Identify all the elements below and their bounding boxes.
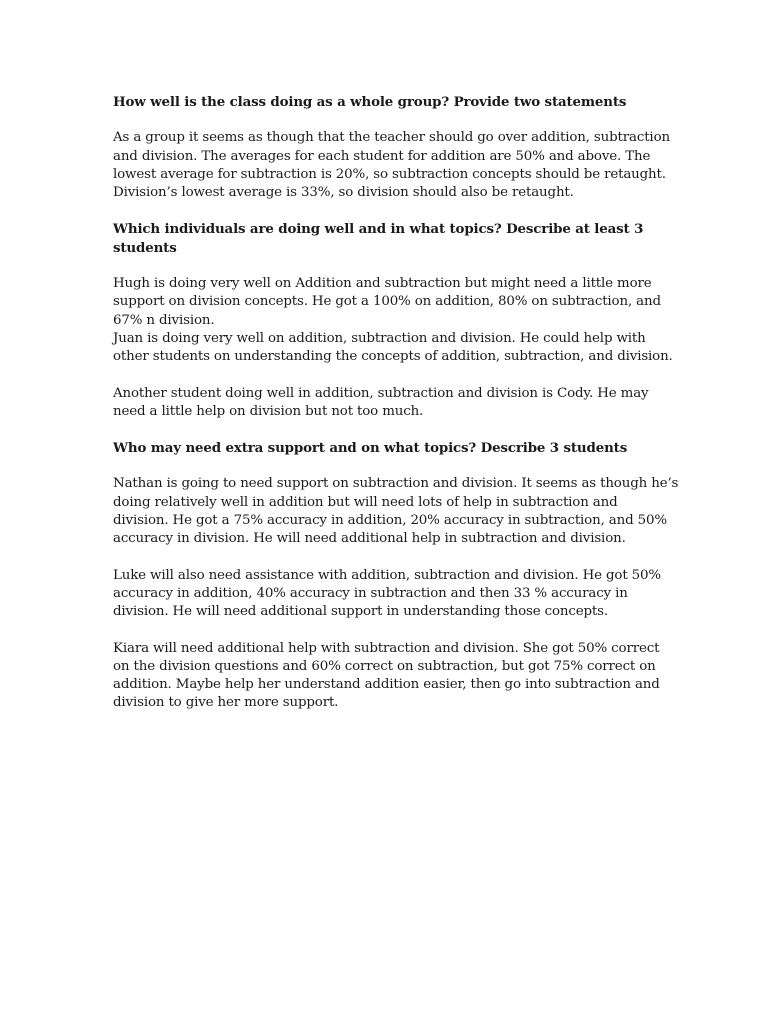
document-page [113,93,679,713]
text-line: As a group it seems as though that the teacher should go over addition, subtraction [113,130,670,146]
question-1-heading [113,93,663,111]
text-line: division. He will need additional support in understanding those concepts. [113,604,608,620]
question-2-answer-cody [113,385,663,422]
question-2-heading [113,220,663,257]
heading-line: students [113,239,177,256]
text-line: doing relatively well in addition but will need lots of help in subtraction and [113,494,618,510]
text-line: division. He got a 75% accuracy in addition, 20% accuracy in subtraction, and 50% [113,513,667,529]
text-line: Kiara will need additional help with subtraction and division. She got 50% correct [113,640,660,656]
question-3-heading [113,439,663,457]
question-3-answer-nathan [113,475,679,548]
text-line: division to give her more support. [113,695,339,711]
heading-line: How well is the class doing as a whole group? Provide two statements [113,94,627,110]
text-line: Luke will also need assistance with addition, subtraction and division. He got 50% [113,567,661,583]
text-line: Nathan is going to need support on subtraction and division. It seems as though he’s [113,476,679,492]
text-line: accuracy in division. He will need additional help in subtraction and division. [113,531,626,547]
text-line: other students on understanding the concepts of addition, subtraction, and division. [113,349,673,365]
heading-line: Who may need extra support and on what topics? Describe 3 students [113,440,628,457]
question-3-answer-kiara [113,640,663,713]
text-line: Another student doing well in addition, subtraction and division is Cody. He may [113,385,649,401]
heading-line: Which individuals are doing well and in what topics? Describe at least 3 [113,221,644,238]
text-line: Hugh is doing very well on Addition and subtraction but might need a little more [113,276,652,292]
text-line: 67% n division. [113,312,215,328]
question-3-answer-luke [113,567,663,622]
text-line: on the division questions and 60% correct on subtraction, but got 75% correct on [113,658,656,674]
text-line: and division. The averages for each student for addition are 50% and above. The [113,148,651,164]
question-2-answer-hugh-juan [113,275,673,366]
text-line: need a little help on division but not too much. [113,403,424,419]
question-1-answer [113,129,670,202]
text-line: support on division concepts. He got a 100% on addition, 80% on subtraction, and [113,294,661,310]
text-line: addition. Maybe help her understand addition easier, then go into subtraction and [113,677,660,693]
text-line: Juan is doing very well on addition, subtraction and division. He could help with [113,330,646,346]
text-line: lowest average for subtraction is 20%, so subtraction concepts should be retaught. [113,166,666,182]
text-line: accuracy in addition, 40% accuracy in subtraction and then 33 % accuracy in [113,585,628,601]
text-line: Division’s lowest average is 33%, so division should also be retaught. [113,185,574,201]
